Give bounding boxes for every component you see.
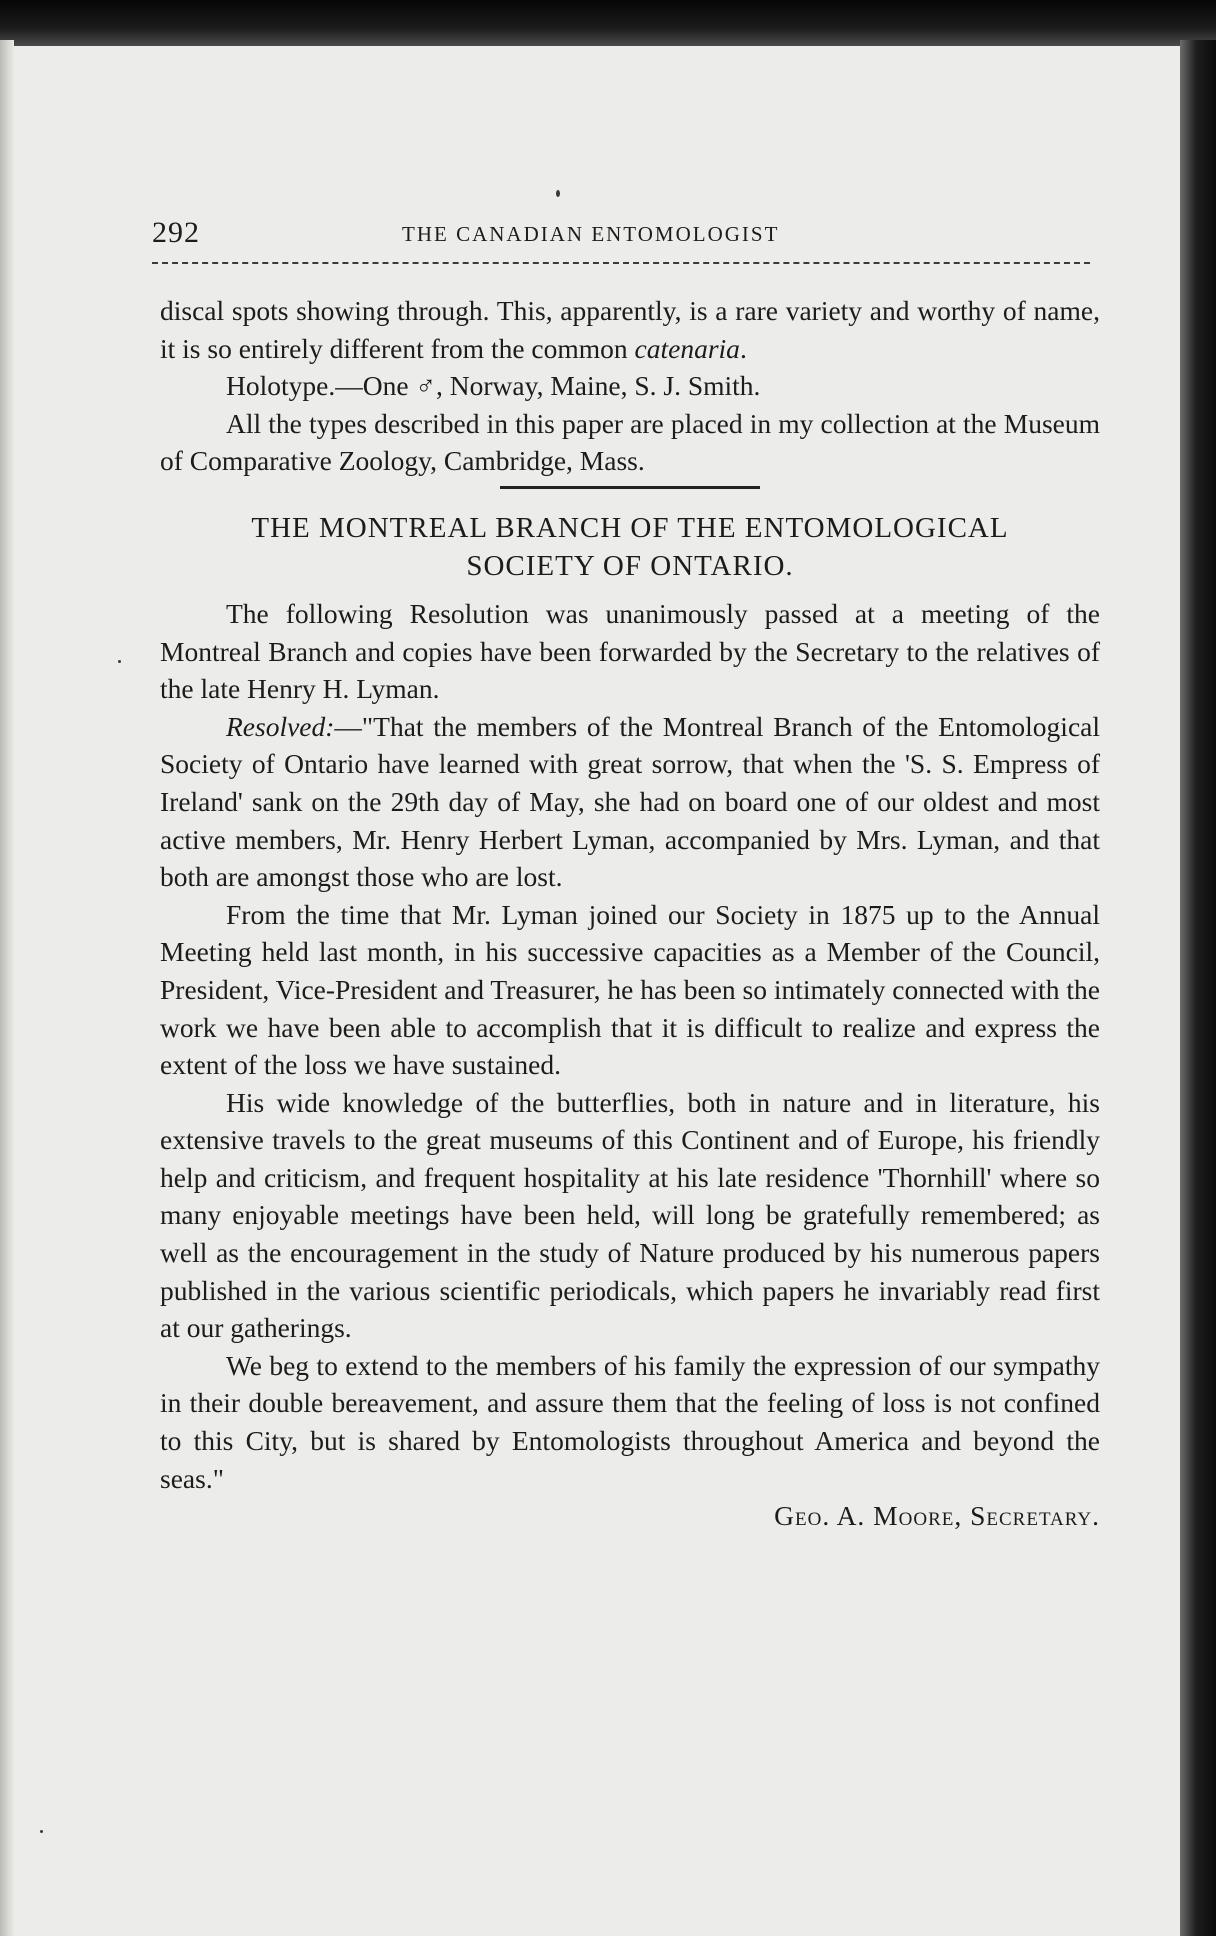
scan-left-edge: [0, 40, 14, 1936]
italic-species-name: catenaria: [634, 332, 740, 364]
scan-top-shadow: [0, 0, 1216, 46]
paragraph-resolution-intro: The following Resolution was unanimously passed at a meeting of the Montreal Branch and copies have been forwarded by the Secretary to the relatives of the late Henry H. Lyman.: [160, 597, 1100, 705]
page-body: [160, 292, 1100, 1535]
types-note-paragraph: All the types described in this paper are placed in my collection at the Museum of Comparative Zoology, Cambridge, Mass.: [160, 407, 1100, 477]
resolved-label: Resolved:: [226, 710, 335, 742]
scan-right-shadow: [1180, 40, 1216, 1936]
paragraph-sympathy: We beg to extend to the members of his family the expression of our sympathy in their double bereavement, and assure them that the feeling of loss is not confined to this City, but is shared by Entomologists throughout America and beyond the seas.": [160, 1349, 1100, 1494]
page-header: [152, 212, 1092, 258]
dust-speck: [556, 190, 560, 197]
dust-speck: [40, 1830, 43, 1833]
intro-paragraph: [160, 292, 1100, 367]
signature: Geo. A. Moore, Secretary.: [774, 1500, 1100, 1532]
section-title-line2: SOCIETY OF ONTARIO.: [466, 549, 794, 582]
running-title: THE CANADIAN ENTOMOLOGIST: [402, 222, 780, 246]
paragraph-resolved: [160, 708, 1100, 896]
section-title-line1: THE MONTREAL BRANCH OF THE ENTOMOLOGICAL: [251, 511, 1009, 544]
header-rule: [152, 262, 1090, 264]
paragraph-knowledge: His wide knowledge of the butterflies, both in nature and in literature, his extensive travels to the great museums of this Continent and of Europe, his friendly help and criticism, and frequent hospitality at his late residence 'Thornhill' where so many enjoyable meetings have been held, will long be gratefully remembered; as well as the encouragement in the study of Nature produced by his numerous papers published in the various scientific periodicals, which papers he invariably read first at our gatherings.: [160, 1086, 1100, 1344]
intro-end: .: [739, 332, 747, 364]
paragraph-membership: From the time that Mr. Lyman joined our Society in 1875 up to the Annual Meeting held last month, in his successive capacities as a Member of the Council, President, Vice-President and Treasurer, he has been so intimately connected with the work we have been able to accomplish that it is difficult to realize and express the extent of the loss we have sustained.: [160, 898, 1100, 1081]
holotype-paragraph: Holotype.—One ♂, Norway, Maine, S. J. Smith.: [226, 370, 761, 402]
intro-text: discal spots showing through. This, apparently, is a rare variety and worthy of name, it is so entirely different from the common: [160, 295, 1100, 364]
dust-speck: [118, 660, 121, 663]
resolved-text: —"That the members of the Montreal Branch of the Entomological Society of Ontario have learned with great sorrow, that when the 'S. S. Empress of Ireland' sank on the 29th day of May, she had on board one of our oldest and most active members, Mr. Henry Herbert Lyman, accompanied by Mrs. Lyman, and that both are amongst those who are lost.: [160, 710, 1100, 893]
section-divider: [500, 486, 760, 489]
section-title: [160, 509, 1100, 585]
page-number: 292: [152, 216, 200, 249]
